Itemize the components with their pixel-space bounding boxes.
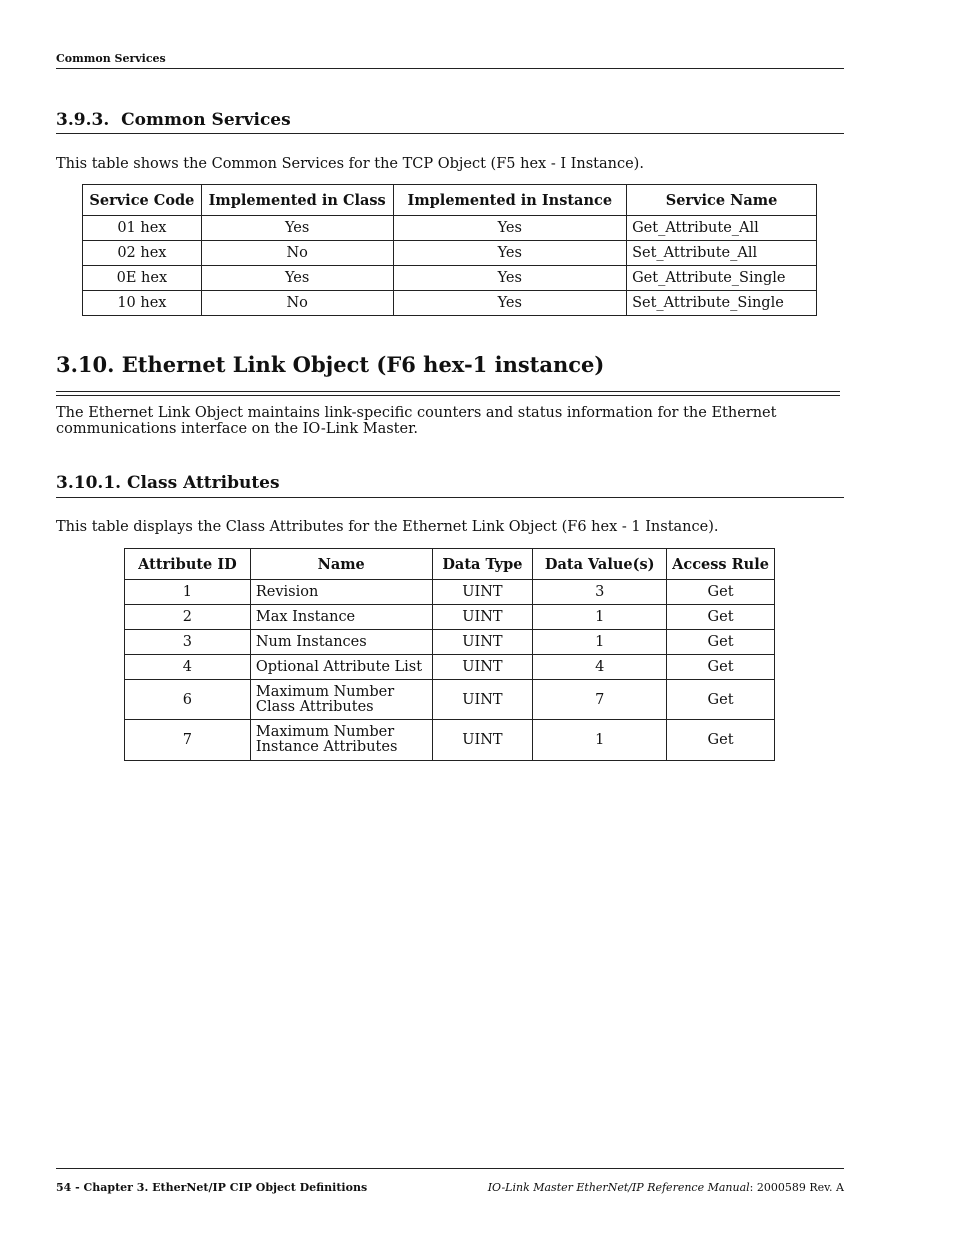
data-value-cell: 1 (533, 605, 667, 630)
manual-revision: : 2000589 Rev. A (749, 1181, 844, 1194)
data-value-cell: 4 (533, 655, 667, 680)
class-cell: Yes (201, 216, 393, 241)
instance-cell: Yes (393, 291, 627, 316)
name-line: Instance Attributes (255, 739, 398, 755)
attribute-id-cell: 4 (125, 655, 251, 680)
table-row (83, 291, 817, 316)
common-services-table (82, 184, 817, 316)
instance-cell: Yes (393, 266, 627, 291)
access-rule-cell: Get (667, 605, 775, 630)
access-rule-cell: Get (667, 580, 775, 605)
attribute-name-cell: Revision (250, 580, 432, 605)
service-code-cell: 0E hex (83, 266, 202, 291)
access-rule-cell: Get (667, 680, 775, 720)
column-header: Implemented in Instance (393, 185, 627, 216)
data-type-cell: UINT (432, 580, 533, 605)
table-row (125, 680, 775, 720)
section-number: 3.10.1. (56, 473, 122, 493)
ethernet-link-intro (56, 405, 816, 437)
section-number: 3.9.3. (56, 110, 110, 130)
attribute-name-cell (250, 720, 432, 761)
section-title: Common Services (121, 110, 291, 130)
service-name-cell: Set_Attribute_Single (627, 291, 817, 316)
intro-line: The Ethernet Link Object maintains link-specific counters and status information for the Ethernet (56, 405, 777, 421)
table-header-row (125, 549, 775, 580)
column-header: Data Value(s) (533, 549, 667, 580)
column-header: Name (250, 549, 432, 580)
name-line: Maximum Number (255, 724, 395, 740)
data-type-cell: UINT (432, 680, 533, 720)
access-rule-cell: Get (667, 720, 775, 761)
section-heading-class-attributes (56, 473, 280, 493)
class-cell: No (201, 291, 393, 316)
attribute-id-cell: 2 (125, 605, 251, 630)
data-value-cell: 1 (533, 720, 667, 761)
data-type-cell: UINT (432, 605, 533, 630)
footer-manual (488, 1181, 844, 1194)
column-header: Access Rule (667, 549, 775, 580)
service-name-cell: Get_Attribute_All (627, 216, 817, 241)
instance-cell: Yes (393, 216, 627, 241)
table-row (125, 720, 775, 761)
class-cell: No (201, 241, 393, 266)
attribute-name-cell (250, 680, 432, 720)
service-name-cell: Get_Attribute_Single (627, 266, 817, 291)
manual-title: IO-Link Master EtherNet/IP Reference Manual (487, 1181, 750, 1194)
column-header: Service Code (83, 185, 202, 216)
footer-chapter: 54 - Chapter 3. EtherNet/IP CIP Object Definitions (56, 1181, 368, 1194)
class-attributes-table (124, 548, 775, 761)
service-code-cell: 01 hex (83, 216, 202, 241)
table-row (83, 266, 817, 291)
name-line: Maximum Number (255, 683, 395, 700)
instance-cell: Yes (393, 241, 627, 266)
chapter-section-heading: 3.10. Ethernet Link Object (F6 hex-1 instance) (56, 352, 605, 377)
footer-rule (56, 1168, 844, 1169)
data-type-cell: UINT (432, 655, 533, 680)
attribute-id-cell: 1 (125, 580, 251, 605)
column-header: Data Type (432, 549, 533, 580)
class-attributes-intro: This table displays the Class Attributes for the Ethernet Link Object (F6 hex - 1 Instance). (56, 519, 719, 535)
column-header: Attribute ID (125, 549, 251, 580)
attribute-id-cell: 3 (125, 630, 251, 655)
data-value-cell: 7 (533, 680, 667, 720)
class-cell: Yes (201, 266, 393, 291)
running-header: Common Services (56, 52, 166, 65)
data-value-cell: 1 (533, 630, 667, 655)
section-rule (56, 497, 844, 498)
service-code-cell: 10 hex (83, 291, 202, 316)
access-rule-cell: Get (667, 655, 775, 680)
table-row (83, 241, 817, 266)
attribute-id-cell: 7 (125, 720, 251, 761)
service-name-cell: Set_Attribute_All (627, 241, 817, 266)
attribute-id-cell: 6 (125, 680, 251, 720)
header-rule (56, 68, 844, 69)
name-line: Class Attributes (255, 698, 374, 715)
section-title: Class Attributes (127, 473, 280, 493)
section-heading-common-services (56, 110, 291, 130)
heading-double-rule-bottom (56, 395, 840, 396)
data-value-cell: 3 (533, 580, 667, 605)
column-header: Service Name (627, 185, 817, 216)
intro-line: communications interface on the IO-Link Master. (56, 421, 419, 437)
table-row (83, 216, 817, 241)
column-header: Implemented in Class (201, 185, 393, 216)
common-services-intro: This table shows the Common Services for the TCP Object (F5 hex - I Instance). (56, 156, 644, 172)
access-rule-cell: Get (667, 630, 775, 655)
table-row (125, 655, 775, 680)
attribute-name-cell: Max Instance (250, 605, 432, 630)
service-code-cell: 02 hex (83, 241, 202, 266)
data-type-cell: UINT (432, 630, 533, 655)
table-row (125, 630, 775, 655)
data-type-cell: UINT (432, 720, 533, 761)
attribute-name-cell: Num Instances (250, 630, 432, 655)
table-header-row (83, 185, 817, 216)
table-row (125, 605, 775, 630)
section-rule (56, 133, 844, 134)
attribute-name-cell: Optional Attribute List (250, 655, 432, 680)
heading-double-rule-top (56, 391, 840, 392)
table-row (125, 580, 775, 605)
